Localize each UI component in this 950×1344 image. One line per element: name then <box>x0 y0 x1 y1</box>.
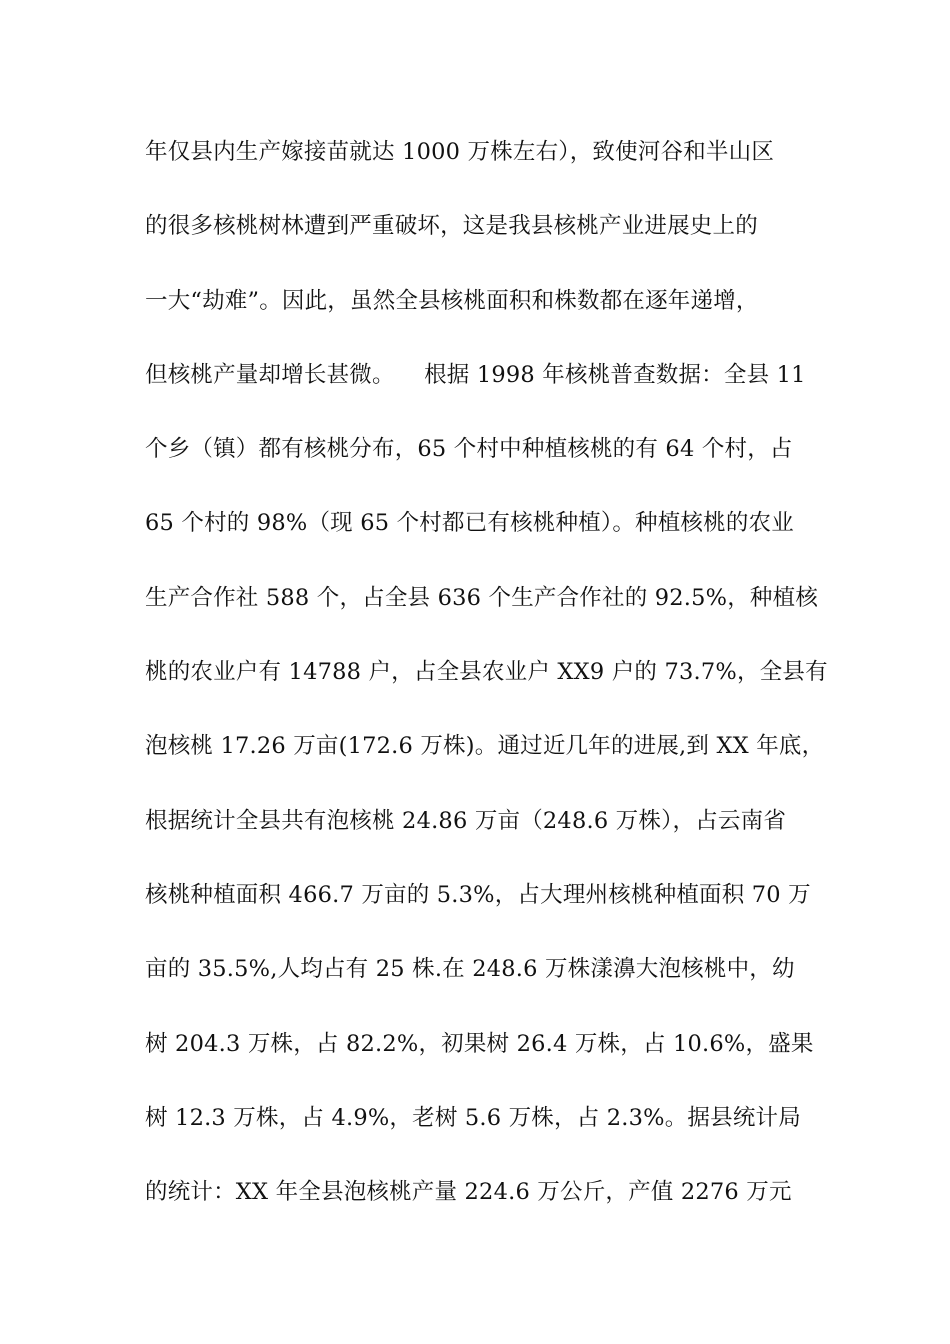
text-line: 亩的 35.5%,人均占有 25 株.在 248.6 万株漾濞大泡核桃中，幼 <box>145 956 795 983</box>
text-line: 根据统计全县共有泡核桃 24.86 万亩（248.6 万株），占云南省 <box>145 807 787 834</box>
text-line: 但核桃产量却增长甚微。 根据 1998 年核桃普查数据：全县 11 <box>145 361 806 388</box>
text-line: 桃的农业户有 14788 户，占全县农业户 XX9 户的 73.7%，全县有 <box>145 659 828 686</box>
text-line: 的很多核桃树林遭到严重破坏，这是我县核桃产业进展史上的 <box>145 213 758 240</box>
text-line: 的统计：XX 年全县泡核桃产量 224.6 万公斤，产值 2276 万元 <box>145 1179 792 1206</box>
text-line: 树 12.3 万株，占 4.9%，老树 5.6 万株，占 2.3%。据县统计局 <box>145 1104 801 1131</box>
text-line: 个乡（镇）都有核桃分布，65 个村中种植核桃的有 64 个村，占 <box>145 436 793 463</box>
text-line: 一大“劫难”。因此，虽然全县核桃面积和株数都在逐年递增， <box>145 287 759 314</box>
text-line: 生产合作社 588 个，占全县 636 个生产合作社的 92.5%，种植核 <box>145 584 819 611</box>
text-line: 65 个村的 98%（现 65 个村都已有核桃种植）。种植核桃的农业 <box>145 510 794 537</box>
text-line: 泡核桃 17.26 万亩(172.6 万株)。通过近几年的进展,到 XX 年底， <box>145 733 825 760</box>
text-line: 年仅县内生产嫁接苗就达 1000 万株左右），致使河谷和半山区 <box>145 139 775 165</box>
body-paragraph <box>145 132 828 1246</box>
text-line: 核桃种植面积 466.7 万亩的 5.3%，占大理州核桃种植面积 70 万 <box>145 881 811 908</box>
text-line: 树 204.3 万株，占 82.2%，初果树 26.4 万株，占 10.6%，盛果 <box>145 1030 814 1057</box>
